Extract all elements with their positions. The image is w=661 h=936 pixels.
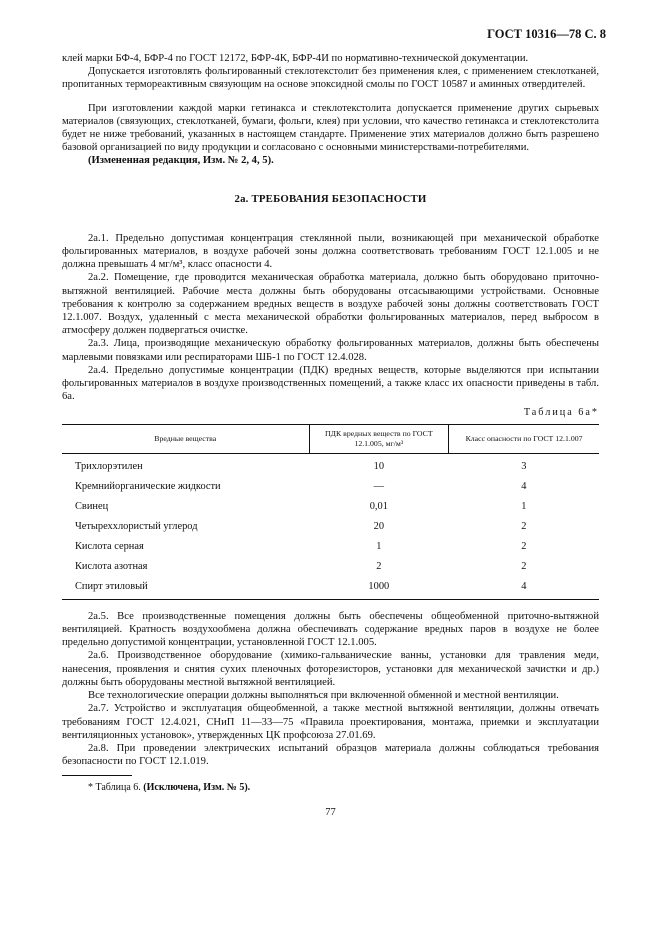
page-content <box>62 52 599 795</box>
pdk-cell: — <box>373 480 385 492</box>
footnote-divider <box>62 775 132 776</box>
clause-2a5: 2а.5. Все производственные помещения должны быть обеспечены общеобменной приточно-вытяжной вентиляцией. Кратность воздухообмена должна обеспечивать содержание вредных паров в воздухе не более предельно допустимой концентрации, установленной ГОСТ 12.1.005. <box>62 610 599 649</box>
substance-cell: Трихлорэтилен <box>75 460 143 472</box>
class-cell: 3 <box>521 460 527 472</box>
pdk-cell: 1000 <box>368 580 390 592</box>
page-number: 77 <box>325 807 336 818</box>
table-row <box>62 537 599 557</box>
class-cell: 1 <box>521 500 527 512</box>
table-header-row <box>62 424 599 453</box>
table-row <box>62 577 599 600</box>
substance-cell: Кислота азотная <box>75 560 148 572</box>
class-cell: 2 <box>521 560 527 572</box>
substance-cell: Свинец <box>75 500 109 512</box>
table-row <box>62 517 599 537</box>
pdk-cell: 1 <box>376 540 382 552</box>
clause-2a3: 2а.3. Лица, производящие механическую обработку фольгированных материалов, должны быть обеспечены марлевыми повязками или респираторами ШБ-1 по ГОСТ 12.4.028. <box>62 338 599 363</box>
footnote <box>62 781 599 794</box>
footnote-bold: (Исключена, Изм. № 5). <box>143 782 251 794</box>
clause-2a4: 2а.4. Предельно допустимые концентрации (ПДК) вредных веществ, которые выделяются при испытании фольгированных материалов в воздухе производственных помещений, а также класс их опасности приведены в табл. 6а. <box>62 364 599 403</box>
clause-2a6: 2а.6. Производственное оборудование (химико-гальванические ванны, установки для травления меди, нанесения, проявления и снятия сухих пленочных фоторезисторов, установки для механической зачистки и др.) должны быть оборудованы местной вытяжной вентиляцией. <box>62 650 599 688</box>
pdk-cell: 20 <box>373 520 385 532</box>
hazard-table <box>62 424 599 600</box>
clause-2a8: 2а.8. При проведении электрических испытаний образцов материала должны соблюдаться требования безопасности по ГОСТ 12.1.019. <box>62 742 599 768</box>
intro-paragraph-3: При изготовлении каждой марки гетинакса и стеклотекстолита допускается применение других сырьевых материалов (связующих, стеклотканей, бумаги, фольги, клея) при условии, что качество гетинакса и стеклотекстолита будет не ниже требований, указанных в настоящем стандарте. Применение этих материалов должно быть разрешено базовой организацией по виду продукции и согласовано с основными министерствами-потребителями. <box>62 102 599 154</box>
table-row <box>62 557 599 577</box>
class-cell: 2 <box>521 520 527 532</box>
intro-paragraph-2: Допускается изготовлять фольгированный стеклотекстолит без применения клея, с применением стеклотканей, пропитанных термореактивным связующим на основе эпоксидной смолы по ГОСТ 10587 и аминных отвердителей. <box>62 66 599 91</box>
footnote-text: * Таблица 6. <box>88 782 141 794</box>
column-header-pdk: ПДК вредных веществ по ГОСТ 12.1.005, мг/м³ <box>309 424 449 453</box>
class-cell: 4 <box>521 580 527 592</box>
table-row <box>62 453 599 477</box>
pdk-cell: 2 <box>376 560 382 572</box>
amendment-note: (Измененная редакция, Изм. № 2, 4, 5). <box>88 155 274 167</box>
table-row <box>62 477 599 497</box>
clause-2a6-continued: Все технологические операции должны выполняться при включенной обменной и местной вентиляции. <box>88 690 559 702</box>
class-cell: 4 <box>521 480 527 492</box>
page-header: ГОСТ 10316—78 С. 8 <box>487 27 606 41</box>
table-caption: Таблица 6а* <box>523 407 599 419</box>
clause-2a7: 2а.7. Устройство и эксплуатация общеобменной, а также местной вытяжной вентиляции, должны отвечать требованиям ГОСТ 12.4.021, СНиП 11—33—75 «Правила проектирования, монтажа, приемки и эксплуатации вентиляционных установок», утвержденных ЦК профсоюза 27.01.69. <box>62 703 599 741</box>
clause-2a1: 2а.1. Предельно допустимая концентрация стеклянной пыли, возникающей при механической обработке фольгированных материалов, в воздухе рабочей зоны должна соответствовать требованиям ГОСТ 12.1.005 и не должна превышать 4 мг/м³, класс опасности 4. <box>62 232 599 271</box>
column-header-class: Класс опасности по ГОСТ 12.1.007 <box>449 424 599 453</box>
table-row <box>62 497 599 517</box>
substance-cell: Кремнийорганические жидкости <box>75 480 221 492</box>
intro-paragraph-1: клей марки БФ-4, БФР-4 по ГОСТ 12172, БФР-4К, БФР-4И по нормативно-технической документации. <box>62 53 529 64</box>
class-cell: 2 <box>521 540 527 552</box>
substance-cell: Спирт этиловый <box>75 580 148 592</box>
clause-2a2: 2а.2. Помещение, где проводится механическая обработка материала, должно быть оборудовано приточно-вытяжной вентиляцией. Рабочие места должны быть оборудованы отсасывающими устройствами. Основные требования к контролю за содержанием вредных веществ в воздухе рабочей зоны должны соответствовать ГОСТ 12.1.007. Воздух, удаленный с места механической обработки фольгированных материалов, перед выбросом в атмосферу должен подвергаться очистке. <box>62 272 599 337</box>
section-title: 2а. ТРЕБОВАНИЯ БЕЗОПАСНОСТИ <box>234 192 427 205</box>
column-header-substance: Вредные вещества <box>62 424 309 453</box>
substance-cell: Кислота серная <box>75 540 144 552</box>
pdk-cell: 0,01 <box>369 500 388 512</box>
substance-cell: Четыреххлористый углерод <box>75 520 198 532</box>
pdk-cell: 10 <box>373 460 385 472</box>
